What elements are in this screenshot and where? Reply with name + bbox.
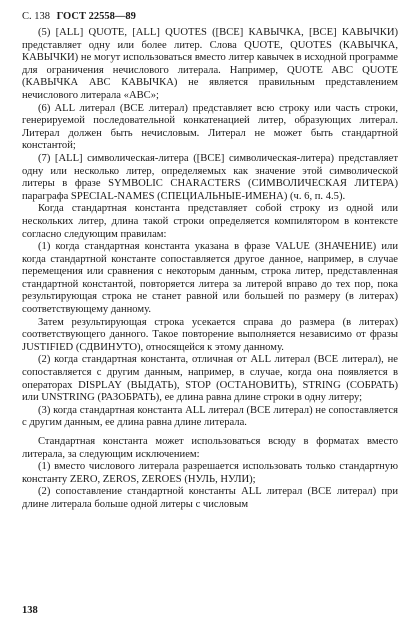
page-header	[22, 10, 398, 24]
paragraph: (2) когда стандартная константа, отличная от ALL литерал (ВСЕ литерал), не сопоставляется с другим данным, например, в случае, когда она появляется в операторах DISPLAY (ВЫДАТЬ), STOP (ОСТАНОВИТЬ), STRING (СОБРАТЬ) или UNSTRING (РАЗОБРАТЬ), ее длина равна длине строки в одну литеру;	[22, 354, 398, 404]
paragraph: (3) когда стандартная константа ALL литерал (ВСЕ литерал) не сопоставляется с другим данным, ее длина равна длине литерала.	[22, 404, 398, 429]
paragraph: (1) вместо числового литерала разрешается использовать только стандартную константу ZERO, ZEROS, ZEROES (НУЛЬ, НУЛИ);	[22, 461, 398, 485]
paragraph: (6) ALL литерал (ВСЕ литерал) представляет всю строку или часть строки, генерируемой последовательной конкатенацией литер, образующих литерал. Литерал должен быть нечисловым. Литерал не может быть стандартной константой;	[22, 102, 398, 152]
paragraph: (5) [ALL] QUOTE, [ALL] QUOTES ([ВСЕ] КАВЫЧКА, [ВСЕ] КАВЫЧКИ) представляет одну или более литер. Слова QUOTE, QUOTES (КАВЫЧКА, КАВЫЧКИ) не могут использоваться вместо литер кавычек в исходной программе для ограничения нечислового литерала. Например, QUOTE ABC QUOTE (КАВЫЧКА ABC КАВЫЧКА) не является правильным представлением нечислового литерала «ABC»;	[22, 27, 398, 101]
paragraph: Когда стандартная константа представляет собой строку из одной или нескольких литер, длина такой строки определяется компилятором в контексте согласно следующим правилам:	[22, 203, 398, 240]
paragraph: Затем результирующая строка усекается справа до размера (в литерах) соответствующего данного. Такое повторение выполняется независимо от фразы JUSTIFIED (СДВИНУТО), относящейся к этому данному.	[22, 316, 398, 353]
paragraph: (1) когда стандартная константа указана в фразе VALUE (ЗНАЧЕНИЕ) или когда стандартной константе сопоставляется другое данное, например, в случае перемещения или сравнения с некоторым данным, строка литер, представленная стандартной константой, повторяется литера за литерой вправо до тех пор, пока результирующая строка не станет равной или большей по размеру (в литерах) соответствующему данному.	[22, 241, 398, 316]
standard-designation: ГОСТ 22558—89	[56, 11, 136, 22]
body-text	[22, 27, 398, 512]
paragraph: (7) [ALL] символическая-литера ([ВСЕ] символическая-литера) представляет одну или несколько литер, определяемых как значение этой символической литеры в фразе SYMBOLIC CHARACTERS (СИМВОЛИЧЕСКАЯ ЛИТЕРА) параграфа SPECIAL-NAMES (СПЕЦИАЛЬНЫЕ-ИМЕНА) (ч. 6, п. 4.5).	[22, 152, 398, 202]
paragraph: (2) сопоставление стандартной константы ALL литерал (ВСЕ литерал) при длине литерала больше одной литеры с числовым	[22, 486, 398, 510]
paragraph: Стандартная константа может использоваться всюду в форматах вместо литерала, за следующим исключением:	[22, 436, 398, 460]
page-number-footer: 138	[22, 605, 38, 616]
page-number-header: С. 138	[22, 11, 51, 22]
